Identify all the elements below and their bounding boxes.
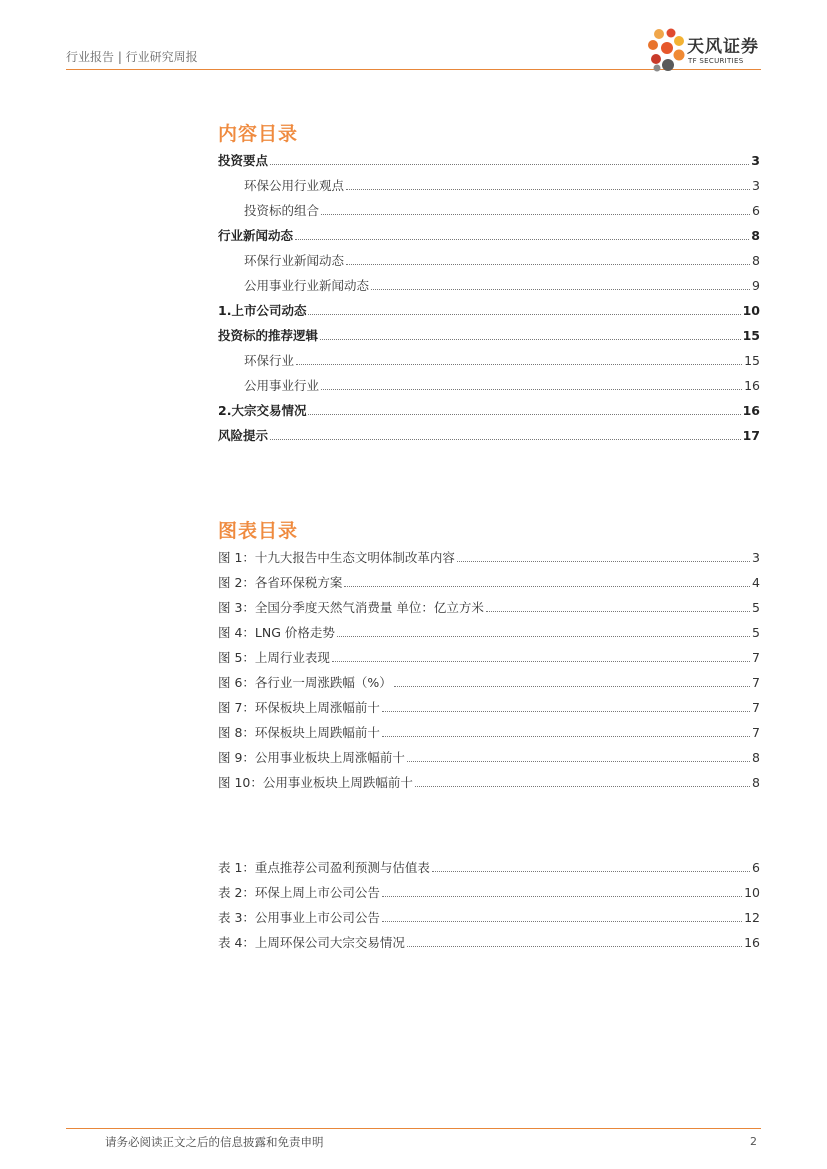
dot-leader bbox=[486, 611, 750, 612]
company-logo bbox=[648, 28, 763, 72]
toc-item-page: 16 bbox=[742, 403, 760, 418]
dot-leader bbox=[308, 314, 740, 315]
toc-item-page: 15 bbox=[742, 328, 760, 343]
toc-item[interactable] bbox=[244, 176, 760, 194]
tf-flower-icon bbox=[648, 28, 686, 72]
figure-item-page: 4 bbox=[752, 575, 760, 590]
toc-item-page: 8 bbox=[752, 253, 760, 268]
table-item[interactable] bbox=[218, 933, 760, 951]
figure-item-label: 图 7：环保板块上周涨幅前十 bbox=[218, 700, 380, 715]
toc-item-label: 公用事业行业新闻动态 bbox=[244, 278, 370, 293]
figure-item[interactable] bbox=[218, 773, 760, 791]
figure-item-page: 7 bbox=[752, 675, 760, 690]
toc-item[interactable] bbox=[218, 151, 760, 169]
footer-divider bbox=[66, 1128, 761, 1129]
dot-leader bbox=[295, 239, 749, 240]
toc-item[interactable] bbox=[244, 376, 760, 394]
toc-item[interactable] bbox=[244, 201, 760, 219]
table-item-label: 表 1：重点推荐公司盈利预测与估值表 bbox=[218, 860, 430, 875]
toc-item[interactable] bbox=[218, 301, 760, 319]
dot-leader bbox=[407, 761, 750, 762]
figure-item-page: 5 bbox=[752, 625, 760, 640]
toc-item-page: 15 bbox=[744, 353, 760, 368]
table-item[interactable] bbox=[218, 908, 760, 926]
table-item-page: 10 bbox=[744, 885, 760, 900]
toc-item-page: 10 bbox=[742, 303, 760, 318]
toc-item-label: 2.大宗交易情况 bbox=[218, 403, 307, 418]
table-item-page: 6 bbox=[752, 860, 760, 875]
figure-item-page: 3 bbox=[752, 550, 760, 565]
toc-item-label: 环保行业新闻动态 bbox=[244, 253, 345, 268]
figure-item-label: 图 1：十九大报告中生态文明体制改革内容 bbox=[218, 550, 455, 565]
figure-item-label: 图 3：全国分季度天然气消费量 单位：亿立方米 bbox=[218, 600, 484, 615]
table-item-label: 表 3：公用事业上市公司公告 bbox=[218, 910, 380, 925]
dot-leader bbox=[457, 561, 750, 562]
table-item[interactable] bbox=[218, 858, 760, 876]
toc-item-label: 投资标的推荐逻辑 bbox=[218, 328, 319, 343]
figure-item[interactable] bbox=[218, 598, 760, 616]
footer-disclaimer: 请务必阅读正文之后的信息披露和免责申明 bbox=[105, 1135, 324, 1149]
figure-item[interactable] bbox=[218, 573, 760, 591]
toc-item-label: 环保公用行业观点 bbox=[244, 178, 345, 193]
figure-item-page: 7 bbox=[752, 725, 760, 740]
toc-item[interactable] bbox=[218, 401, 760, 419]
table-item[interactable] bbox=[218, 883, 760, 901]
figure-item-label: 图 6：各行业一周涨跌幅（%） bbox=[218, 675, 392, 690]
dot-leader bbox=[371, 289, 750, 290]
toc-item-label: 1.上市公司动态 bbox=[218, 303, 307, 318]
dot-leader bbox=[346, 189, 750, 190]
toc-item-page: 3 bbox=[752, 178, 760, 193]
toc-item-label: 公用事业行业 bbox=[244, 378, 320, 393]
figure-item[interactable] bbox=[218, 648, 760, 666]
figure-item[interactable] bbox=[218, 623, 760, 641]
figure-item-page: 7 bbox=[752, 700, 760, 715]
toc-item-label: 环保行业 bbox=[244, 353, 295, 368]
dot-leader bbox=[321, 214, 750, 215]
dot-leader bbox=[432, 871, 750, 872]
toc-item[interactable] bbox=[218, 226, 760, 244]
table-item-label: 表 2：环保上周上市公司公告 bbox=[218, 885, 380, 900]
dot-leader bbox=[321, 389, 742, 390]
toc-item[interactable] bbox=[244, 251, 760, 269]
figure-item-page: 8 bbox=[752, 750, 760, 765]
toc-item-page: 16 bbox=[744, 378, 760, 393]
toc-item-page: 3 bbox=[751, 153, 760, 168]
contents-title: 内容目录 bbox=[218, 123, 299, 145]
logo-text-en: TF SECURITIES bbox=[688, 57, 744, 65]
dot-leader bbox=[270, 164, 749, 165]
report-breadcrumb: 行业报告 | 行业研究周报 bbox=[66, 50, 198, 64]
toc-item[interactable] bbox=[218, 326, 760, 344]
dot-leader bbox=[270, 439, 741, 440]
dot-leader bbox=[337, 636, 750, 637]
figure-item-label: 图 8：环保板块上周跌幅前十 bbox=[218, 725, 380, 740]
toc-item-page: 6 bbox=[752, 203, 760, 218]
dot-leader bbox=[382, 896, 742, 897]
dot-leader bbox=[415, 786, 750, 787]
figure-item[interactable] bbox=[218, 723, 760, 741]
figure-item-label: 图 10：公用事业板块上周跌幅前十 bbox=[218, 775, 413, 790]
toc-item-page: 17 bbox=[742, 428, 760, 443]
dot-leader bbox=[407, 946, 742, 947]
toc-item-label: 投资标的组合 bbox=[244, 203, 320, 218]
toc-item[interactable] bbox=[244, 351, 760, 369]
figure-item[interactable] bbox=[218, 673, 760, 691]
toc-item-label: 行业新闻动态 bbox=[218, 228, 294, 243]
logo-text-cn: 天风证券 bbox=[687, 37, 759, 57]
figure-item-page: 5 bbox=[752, 600, 760, 615]
figures-title: 图表目录 bbox=[218, 520, 299, 542]
toc-item[interactable] bbox=[244, 276, 760, 294]
dot-leader bbox=[394, 686, 750, 687]
toc-item-label: 风险提示 bbox=[218, 428, 269, 443]
table-item-page: 12 bbox=[744, 910, 760, 925]
toc-item-label: 投资要点 bbox=[218, 153, 269, 168]
figure-item[interactable] bbox=[218, 548, 760, 566]
figure-item-page: 8 bbox=[752, 775, 760, 790]
figure-item-label: 图 2：各省环保税方案 bbox=[218, 575, 343, 590]
figure-item-label: 图 9：公用事业板块上周涨幅前十 bbox=[218, 750, 405, 765]
dot-leader bbox=[296, 364, 742, 365]
figure-item[interactable] bbox=[218, 748, 760, 766]
table-item-page: 16 bbox=[744, 935, 760, 950]
toc-item[interactable] bbox=[218, 426, 760, 444]
table-item-label: 表 4：上周环保公司大宗交易情况 bbox=[218, 935, 405, 950]
toc-item-page: 9 bbox=[752, 278, 760, 293]
dot-leader bbox=[382, 921, 742, 922]
dot-leader bbox=[332, 661, 750, 662]
dot-leader bbox=[346, 264, 750, 265]
page-number: 2 bbox=[750, 1135, 757, 1148]
dot-leader bbox=[382, 711, 750, 712]
dot-leader bbox=[320, 339, 741, 340]
figure-item-label: 图 4：LNG 价格走势 bbox=[218, 625, 335, 640]
figure-item[interactable] bbox=[218, 698, 760, 716]
figure-item-page: 7 bbox=[752, 650, 760, 665]
dot-leader bbox=[382, 736, 750, 737]
toc-item-page: 8 bbox=[751, 228, 760, 243]
dot-leader bbox=[308, 414, 740, 415]
dot-leader bbox=[344, 586, 750, 587]
figure-item-label: 图 5：上周行业表现 bbox=[218, 650, 330, 665]
